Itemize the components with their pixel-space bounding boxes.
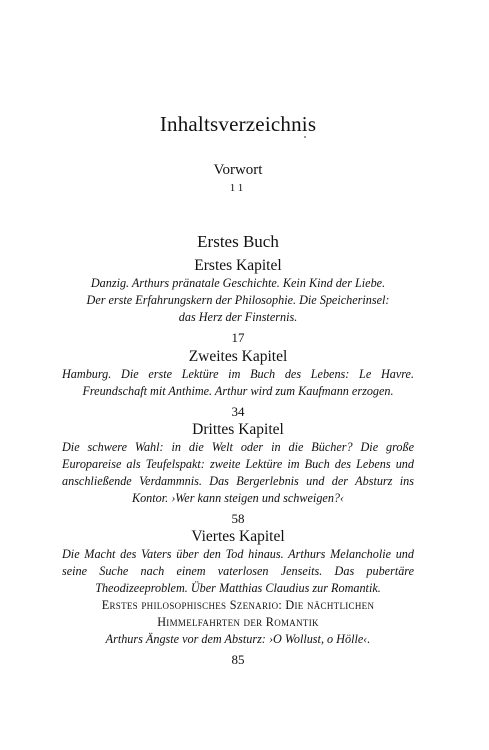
print-speck: [304, 136, 306, 138]
chapter-description: Die Macht des Vaters über den Tod hinaus. Arthurs Melancholie und seine Suche nach einem vaterlosen Jenseits. Das pubertäre Theodizeeproblem. Über Matthias Claudius zur Romantik.: [62, 547, 414, 595]
page-number: 85: [231, 652, 245, 667]
chapter-title: Erstes Kapitel: [194, 257, 282, 274]
chapter-description-tail: Arthurs Ängste vor dem Absturz: ›O Wollust, o Hölle‹.: [105, 632, 371, 646]
page-title: Inhaltsverzeichnis: [159, 112, 317, 136]
toc-entry-chapter-2[interactable]: [62, 347, 414, 421]
toc-entry-chapter-4[interactable]: [62, 527, 414, 669]
chapter-title: Drittes Kapitel: [192, 421, 284, 438]
book-heading: Erstes Buch: [197, 232, 279, 251]
chapter-description: Hamburg. Die erste Lektüre im Buch des Lebens: Le Havre. Freundschaft mit Anthime. Arthur wird zum Kaufmann erzogen.: [62, 367, 414, 398]
chapter-description-line: Danzig. Arthurs pränatale Geschichte. Kein Kind der Liebe.: [90, 276, 386, 290]
chapter-description: Die schwere Wahl: in die Welt oder in die Bücher? Die große Europareise als Teufelspakt: zweite Lektüre im Buch des Lebens und anschließende Verdammnis. Das Bergerlebnis und der Absturz ins Kontor. ›Wer kann steigen und schweigen?‹: [62, 440, 414, 505]
toc-entry-vorwort[interactable]: Vorwort: [213, 162, 263, 178]
chapter-description-line: das Herz der Finsternis.: [178, 310, 298, 324]
chapter-title: Viertes Kapitel: [191, 528, 285, 545]
toc-entry-chapter-1[interactable]: [62, 256, 414, 347]
page-number-vorwort: 11: [229, 182, 247, 194]
page-number: 34: [231, 404, 245, 419]
scenario-heading: Erstes philosophisches Szenario: Die nächtlichen Himmelfahrten der Romantik: [101, 598, 375, 629]
toc-entry-chapter-3[interactable]: [62, 420, 414, 528]
chapter-description-line: Der erste Erfahrungskern der Philosophie. Die Speicherinsel:: [86, 293, 390, 307]
page-number: 58: [231, 511, 245, 526]
page-number: 17: [231, 330, 245, 345]
chapter-title: Zweites Kapitel: [188, 348, 288, 365]
